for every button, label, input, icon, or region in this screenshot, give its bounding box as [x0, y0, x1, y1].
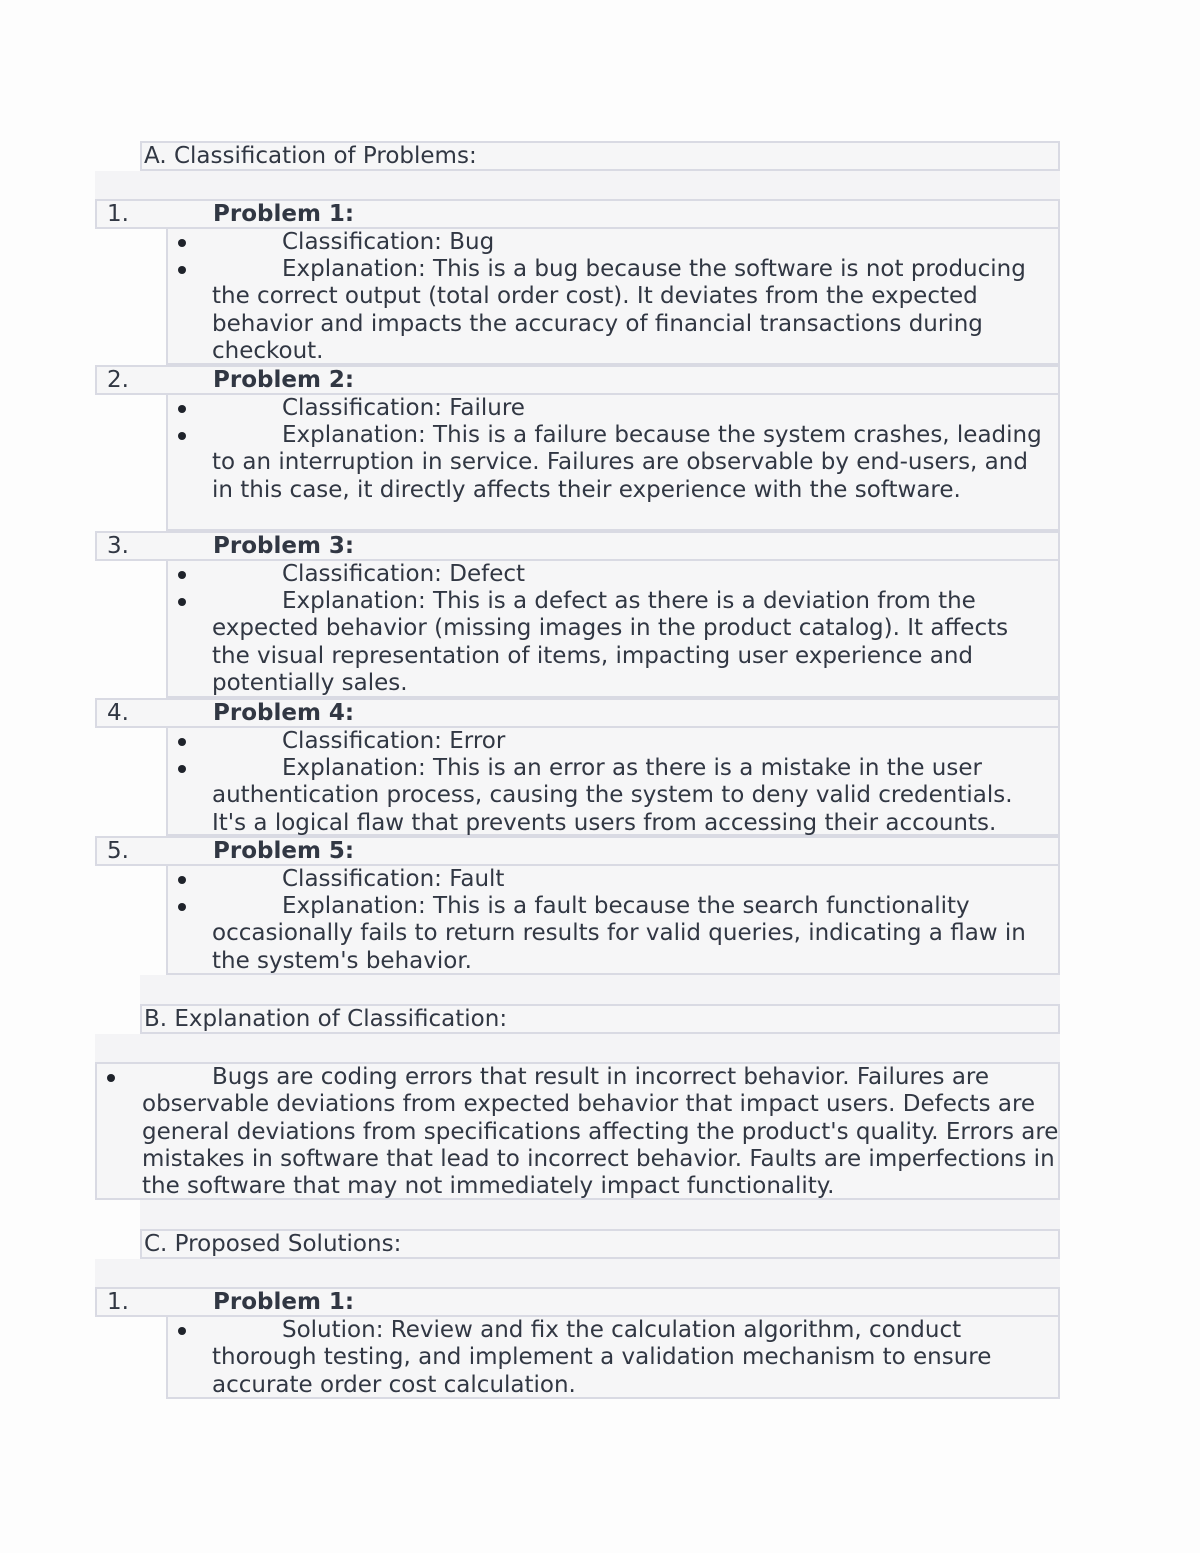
bullet-icon	[178, 738, 186, 746]
explanation-item: Explanation: This is a bug because the software is not producing the correct output (total order cost). It deviates from the expected behavior and impacts the accuracy of financial transactions during checkout.	[212, 256, 1026, 364]
section-a-heading-box	[140, 141, 1060, 171]
bullet-icon	[178, 239, 186, 247]
spacer	[95, 171, 1060, 199]
problem-row	[95, 698, 1060, 728]
solution-details	[166, 1315, 1060, 1399]
section-b-heading: B. Explanation of Classification:	[144, 1006, 508, 1032]
bullet-icon	[178, 266, 186, 274]
problem-title: Problem 4:	[213, 700, 355, 726]
problem-details	[166, 393, 1060, 531]
bullet-icon	[178, 598, 186, 606]
section-c-heading-box	[140, 1229, 1060, 1259]
problem-row	[95, 531, 1060, 561]
bullet-icon	[178, 1327, 186, 1335]
problem-title: Problem 5:	[213, 838, 355, 864]
classification-item: Classification: Defect	[282, 561, 526, 587]
bullet-icon	[178, 571, 186, 579]
problem-number: 4.	[107, 700, 129, 726]
explanation-item: Explanation: This is an error as there is a mistake in the user authentication process, causing the system to deny valid credentials. It's a logical flaw that prevents users from accessing their accounts.	[212, 755, 1013, 836]
bullet-icon	[178, 432, 186, 440]
problem-row	[95, 199, 1060, 229]
section-c-heading: C. Proposed Solutions:	[144, 1231, 402, 1257]
spacer	[95, 1259, 1060, 1287]
problem-title: Problem 3:	[213, 533, 355, 559]
bullet-icon	[178, 405, 186, 413]
classification-item: Classification: Bug	[282, 229, 495, 255]
problem-number: 3.	[107, 533, 129, 559]
explanation-item: Explanation: This is a defect as there is a deviation from the expected behavior (missing images in the product catalog). It affects the visual representation of items, impacting user experience and potentially sales.	[212, 588, 1009, 696]
spacer	[140, 1200, 1060, 1229]
problem-details	[166, 864, 1060, 975]
explanation-paragraph: Bugs are coding errors that result in incorrect behavior. Failures are observable deviations from expected behavior that impact users. Defects are general deviations from specifications affecting the product's quality. Errors are mistakes in software that lead to incorrect behavior. Faults are imperfections in the software that may not immediately impact functionality.	[142, 1064, 1059, 1200]
solution-problem-row	[95, 1287, 1060, 1317]
classification-explanation	[95, 1062, 1060, 1200]
problem-number: 5.	[107, 838, 129, 864]
problem-number: 1.	[107, 201, 129, 227]
problem-details	[166, 559, 1060, 698]
explanation-item: Explanation: This is a failure because the system crashes, leading to an interruption in service. Failures are observable by end-users, and in this case, it directly affects their experience with the software.	[212, 422, 1042, 503]
bullet-icon	[178, 765, 186, 773]
section-a-heading: A. Classification of Problems:	[144, 143, 477, 169]
problem-row	[95, 365, 1060, 395]
classification-item: Classification: Fault	[282, 866, 505, 892]
problem-title: Problem 2:	[213, 367, 355, 393]
bullet-icon	[178, 876, 186, 884]
explanation-item: Explanation: This is a fault because the search functionality occasionally fails to return results for valid queries, indicating a flaw in the system's behavior.	[212, 893, 1026, 974]
classification-item: Classification: Error	[282, 728, 506, 754]
section-b-heading-box	[140, 1004, 1060, 1034]
spacer	[95, 1034, 1060, 1062]
spacer	[140, 975, 1060, 1004]
problem-number: 2.	[107, 367, 129, 393]
bullet-icon	[178, 903, 186, 911]
bullet-icon	[107, 1074, 115, 1082]
problem-title: Problem 1:	[213, 201, 355, 227]
problem-title: Problem 1:	[213, 1289, 355, 1315]
problem-details	[166, 227, 1060, 365]
problem-details	[166, 726, 1060, 836]
solution-item: Solution: Review and fix the calculation algorithm, conduct thorough testing, and implement a validation mechanism to ensure accurate order cost calculation.	[212, 1317, 992, 1398]
classification-item: Classification: Failure	[282, 395, 525, 421]
problem-row	[95, 836, 1060, 866]
problem-number: 1.	[107, 1289, 129, 1315]
